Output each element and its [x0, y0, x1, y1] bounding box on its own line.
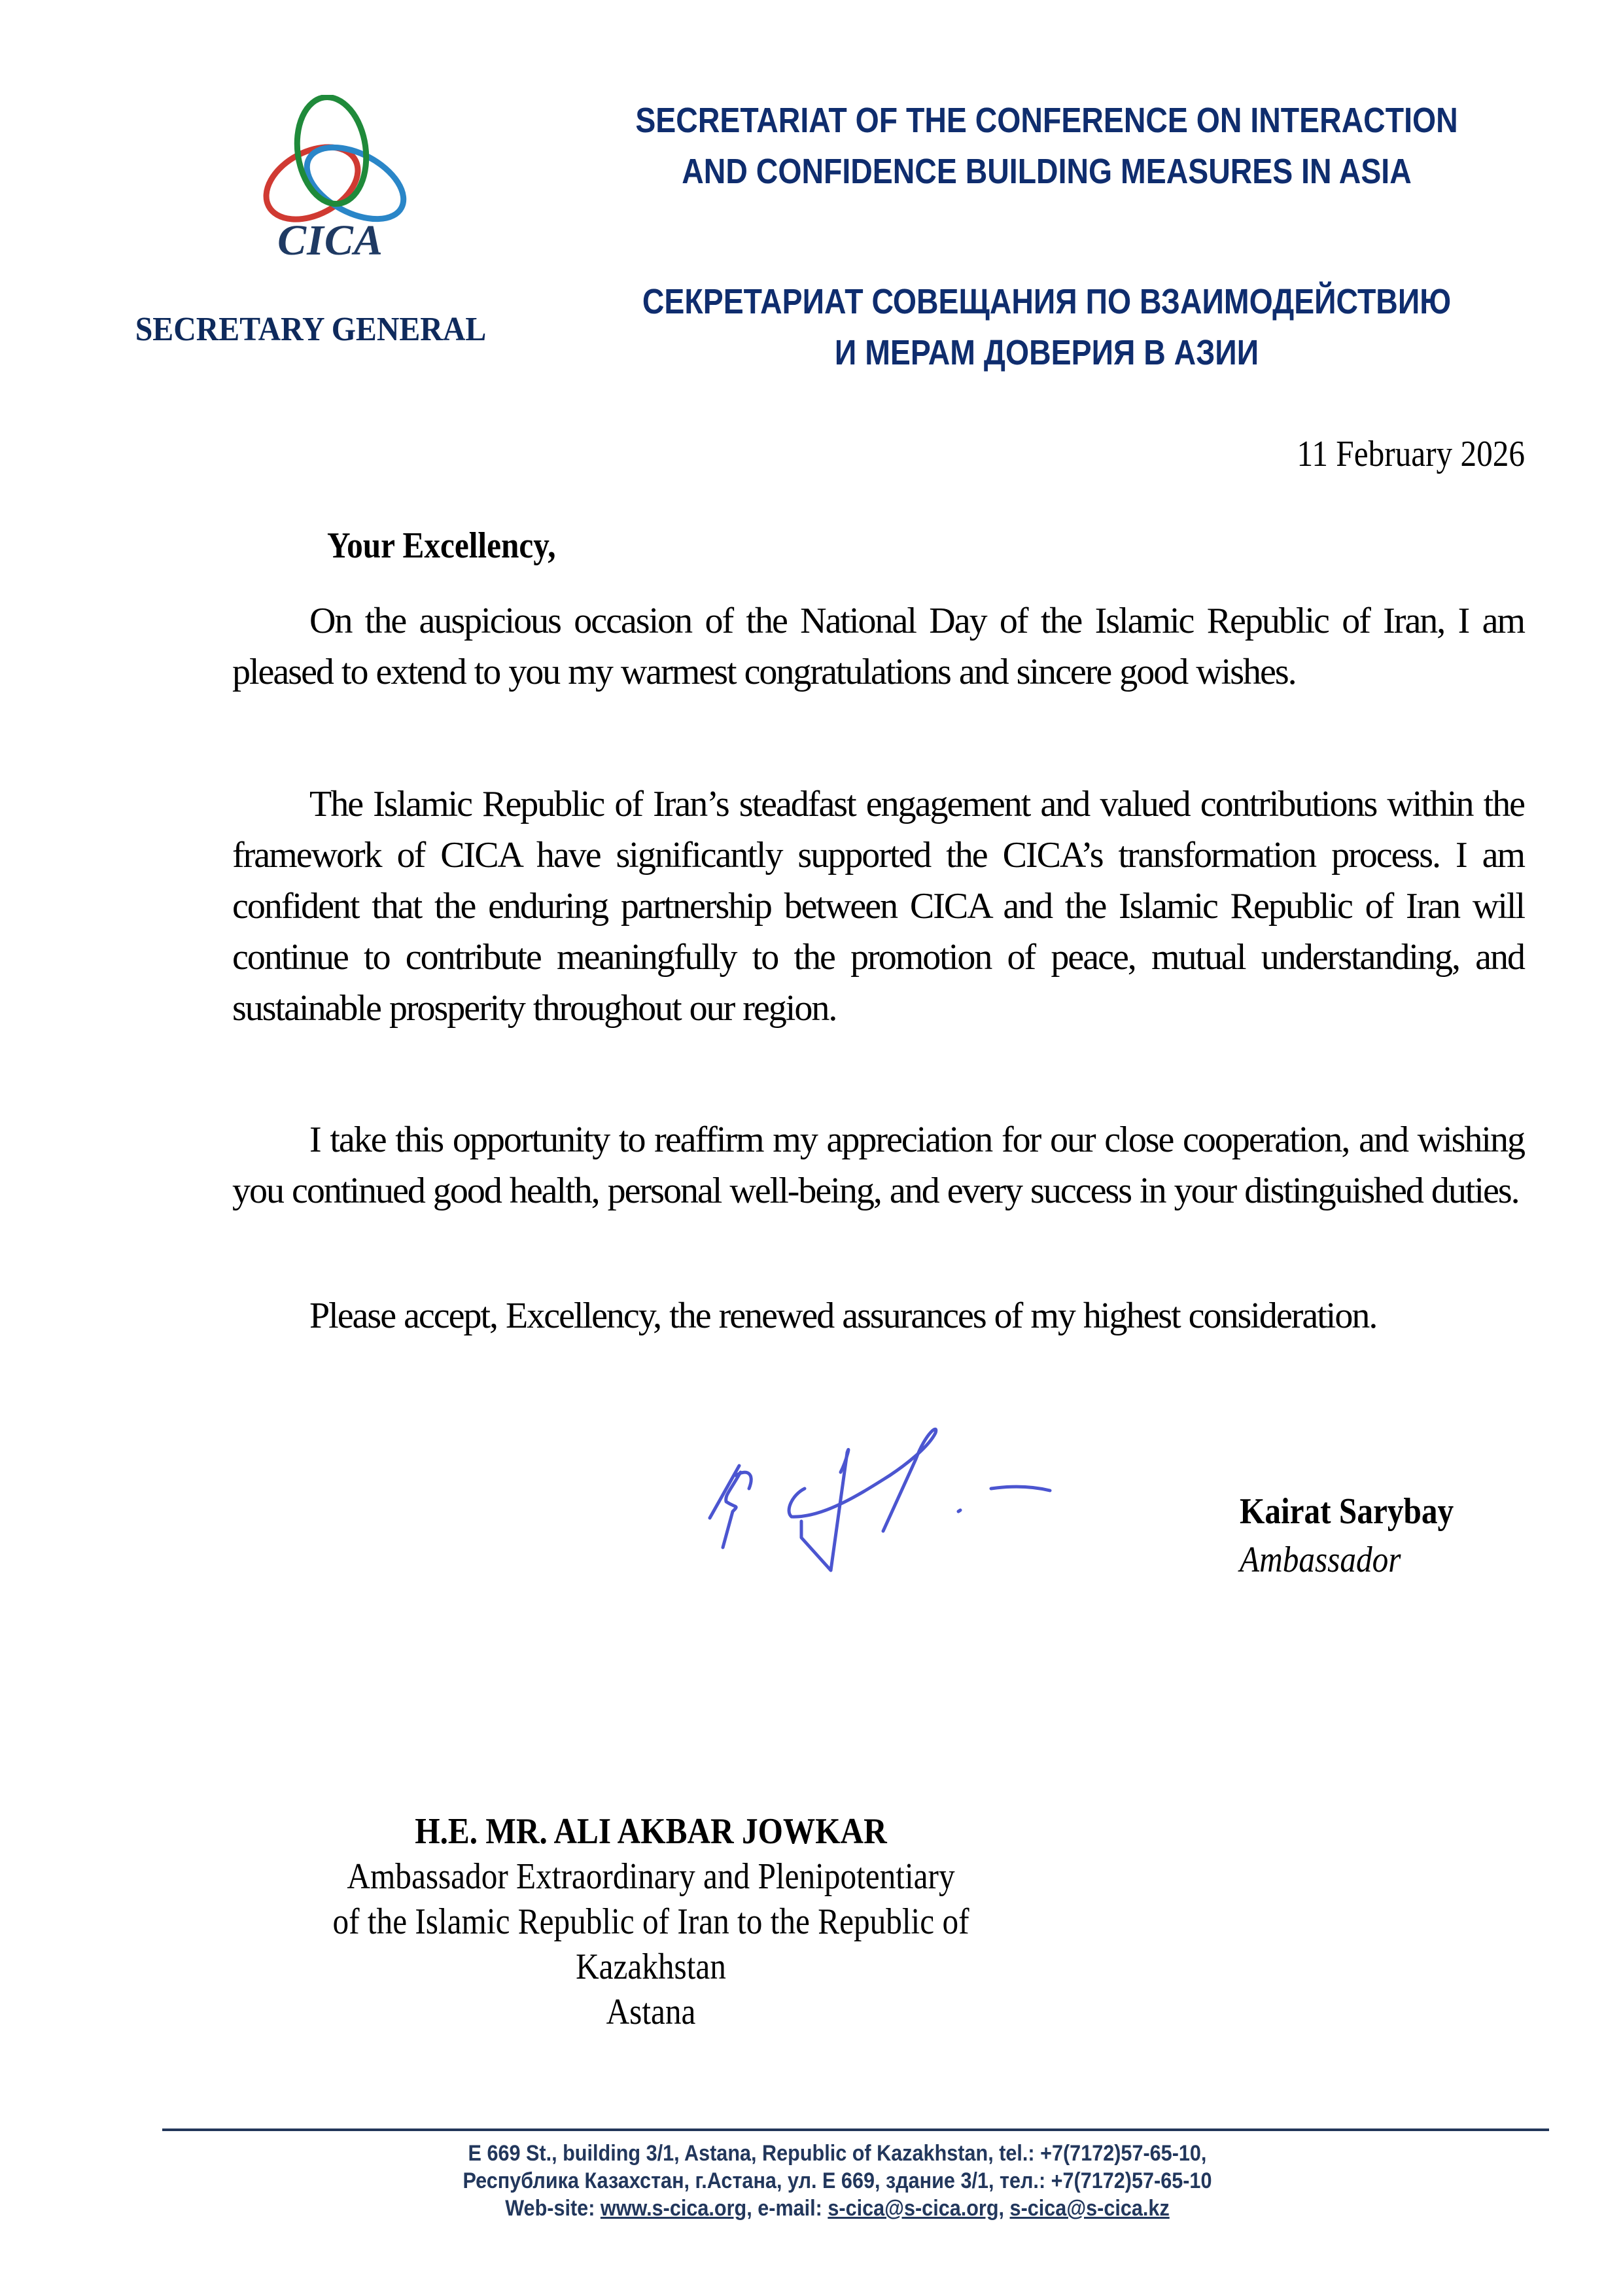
email-link-org[interactable]: s-cica@s-cica.org [828, 2196, 999, 2221]
logo-wordmark: CICA [277, 217, 383, 264]
recipient-line: Ambassador Extraordinary and Plenipotentiary [347, 1856, 955, 1897]
handwritten-signature-icon [693, 1413, 1204, 1583]
organization-title-russian [619, 276, 1474, 378]
email-link-kz[interactable]: s-cica@s-cica.kz [1009, 2196, 1170, 2221]
body-paragraph: I take this opportunity to reaffirm my appreciation for our close cooperation, and wishing you continued good health, personal well-being, and every success in your distinguished duties. [232, 1120, 1524, 1211]
salutation: Your Excellency, [327, 525, 556, 566]
organization-title-english [619, 95, 1474, 197]
footer-web-line [260, 2195, 1414, 2222]
recipient-block [242, 1809, 1060, 2035]
signer-title: Ambassador [1240, 1540, 1401, 1580]
organization-title-english-line: AND CONFIDENCE BUILDING MEASURES IN ASIA [682, 152, 1412, 191]
recipient-line: of the Islamic Republic of Iran to the Republic of [332, 1901, 969, 1942]
letter-date: 11 February 2026 [1297, 434, 1525, 474]
recipient-name: H.E. MR. ALI AKBAR JOWKAR [415, 1811, 887, 1852]
body-paragraph: Please accept, Excellency, the renewed assurances of my highest consideration. [309, 1296, 1377, 1336]
signer-name: Kairat Sarybay [1240, 1491, 1454, 1532]
email-label: , e-mail: [746, 2196, 828, 2221]
organization-title-russian-line: И МЕРАМ ДОВЕРИЯ В АЗИИ [834, 333, 1259, 372]
body-paragraph: The Islamic Republic of Iran’s steadfast engagement and valued contributions within the framework of CICA have significantly supported the CICA’s transformation process. I am confident that the enduring partnership between CICA and the Islamic Republic of Iran will continue to contribute meaningfully to the promotion of peace, mutual understanding, and sustainable prosperity throughout our region. [232, 784, 1524, 1029]
cica-logo-icon [258, 95, 409, 226]
website-label: Web-site: [505, 2196, 601, 2221]
website-link[interactable]: www.s-cica.org [600, 2196, 747, 2221]
footer-contact-info [196, 2140, 1478, 2222]
organization-title-russian-line: СЕКРЕТАРИАТ СОВЕЩАНИЯ ПО ВЗАИМОДЕЙСТВИЮ [642, 282, 1452, 321]
body-paragraph: On the auspicious occasion of the National Day of the Islamic Republic of Iran, I am pleased to extend to you my warmest congratulations and sincere good wishes. [232, 601, 1524, 692]
organization-title-english-line: SECRETARIAT OF THE CONFERENCE ON INTERACTION [635, 101, 1458, 140]
footer-address-russian: Республика Казахстан, г.Астана, ул. Е 669, здание 3/1, тел.: +7(7172)57-65-10 [462, 2168, 1212, 2193]
footer-divider [162, 2128, 1549, 2131]
email-separator: , [998, 2196, 1010, 2221]
recipient-line: Kazakhstan [576, 1947, 726, 1987]
office-title: SECRETARY GENERAL [135, 311, 487, 348]
recipient-line: Astana [606, 1992, 696, 2032]
footer-address-english: E 669 St., building 3/1, Astana, Republic of Kazakhstan, tel.: +7(7172)57-65-10, [468, 2141, 1207, 2166]
